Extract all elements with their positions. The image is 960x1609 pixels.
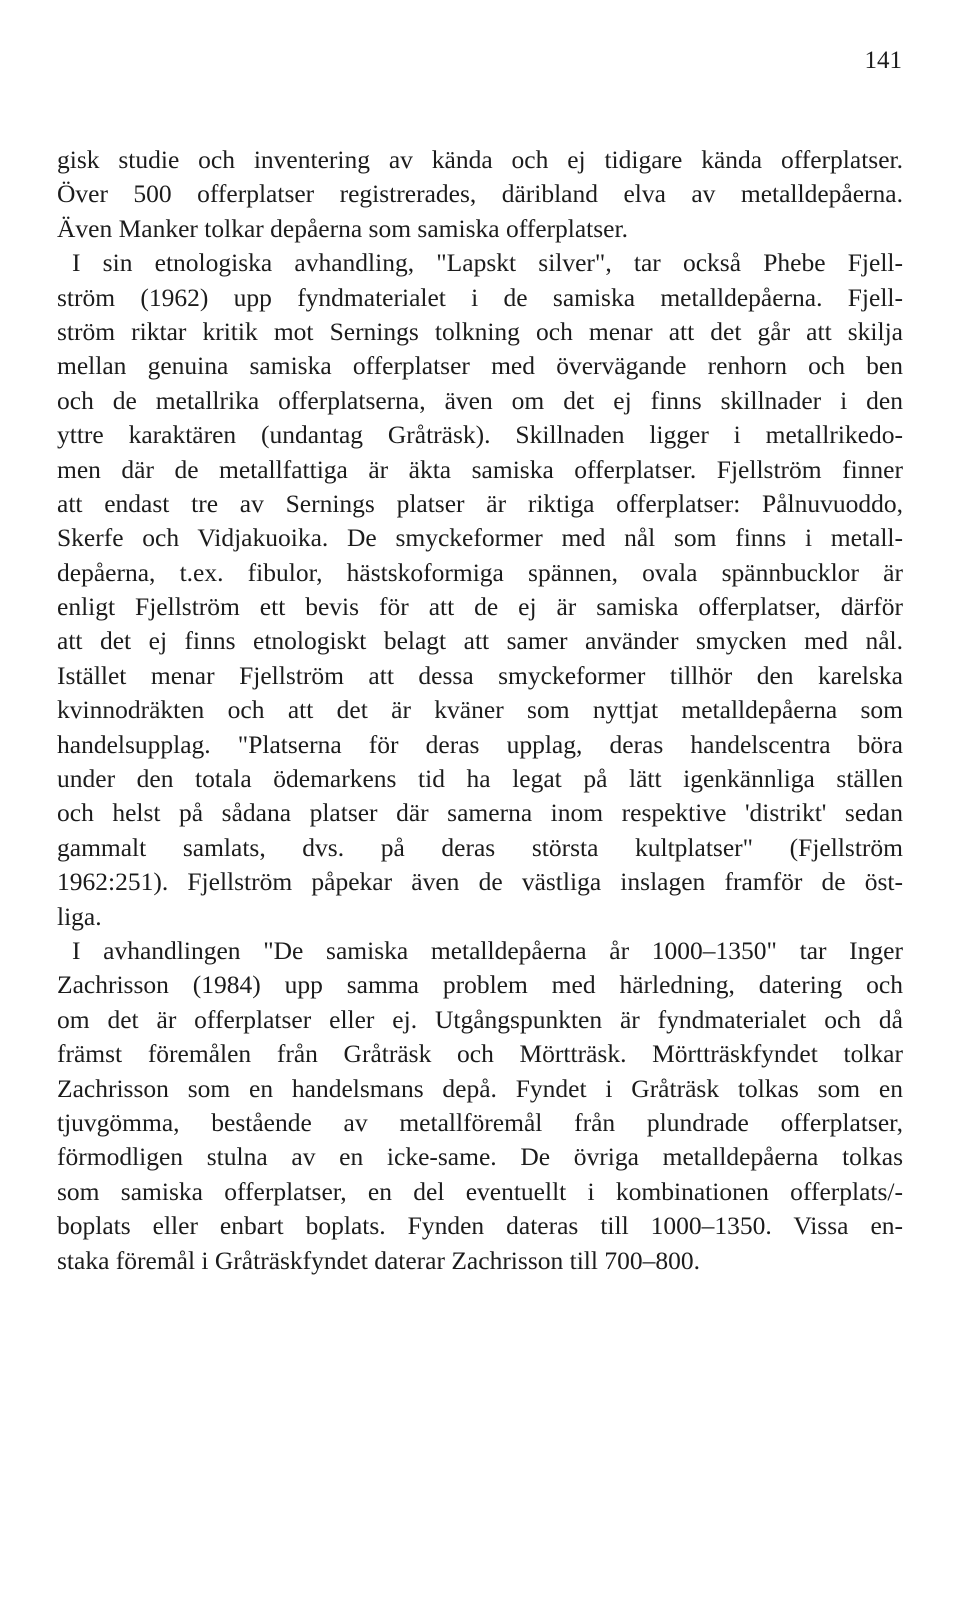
- page-number: 141: [864, 47, 902, 74]
- text-line: och de metallrika offerplatserna, även om det ej finns skillnader i den: [57, 385, 903, 415]
- text-line: Zachrisson (1984) upp samma problem med härledning, datering och: [57, 970, 903, 1000]
- text-line: depåerna, t.ex. fibulor, hästskoformiga spännen, ovala spännbucklor är: [57, 557, 903, 587]
- text-line: Zachrisson som en handelsmans depå. Fyndet i Gråträsk tolkas som en: [57, 1073, 903, 1103]
- text-line: Även Manker tolkar depåerna som samiska offerplatser.: [57, 213, 628, 243]
- text-line: tjuvgömma, bestående av metallföremål från plundrade offerplatser,: [57, 1107, 903, 1137]
- text-line: främst föremålen från Gråträsk och Mörtträsk. Mörtträskfyndet tolkar: [57, 1039, 903, 1069]
- text-line: 1962:251). Fjellström påpekar även de västliga inslagen framför de öst-: [57, 867, 903, 897]
- text-line: att det ej finns etnologiskt belagt att samer använder smycken med nål.: [57, 626, 903, 656]
- text-line: yttre karaktären (undantag Gråträsk). Skillnaden ligger i metallrikedo-: [57, 420, 903, 450]
- text-line: ström riktar kritik mot Sernings tolkning och menar att det går att skilja: [57, 316, 903, 346]
- text-line: gammalt samlats, dvs. på deras största kultplatser" (Fjellström: [57, 832, 903, 862]
- text-line: gisk studie och inventering av kända och ej tidigare kända offerplatser.: [57, 145, 903, 174]
- text-line: under den totala ödemarkens tid ha legat på lätt igenkännliga ställen: [57, 764, 903, 794]
- text-line: förmodligen stulna av en icke-same. De övriga metalldepåerna tolkas: [57, 1142, 903, 1172]
- text-line: men där de metallfattiga är äkta samiska offerplatser. Fjellström finner: [57, 454, 903, 484]
- text-line: som samiska offerplatser, en del eventuellt i kombinationen offerplats/-: [57, 1176, 903, 1206]
- text-line: I sin etnologiska avhandling, "Lapskt silver", tar också Phebe Fjell-: [72, 248, 903, 278]
- text-line: I avhandlingen "De samiska metalldepåerna år 1000–1350" tar Inger: [72, 935, 903, 965]
- body-text: [57, 143, 903, 1278]
- text-line: mellan genuina samiska offerplatser med övervägande renhorn och ben: [57, 351, 903, 381]
- text-line: liga.: [57, 901, 102, 931]
- text-line: och helst på sådana platser där samerna inom respektive 'distrikt' sedan: [57, 798, 903, 828]
- text-line: att endast tre av Sernings platser är riktiga offerplatser: Pålnuvuoddo,: [57, 488, 903, 518]
- text-line: Över 500 offerplatser registrerades, däribland elva av metalldepåerna.: [57, 179, 903, 209]
- text-line: kvinnodräkten och att det är kväner som nyttjat metalldepåerna som: [57, 695, 903, 725]
- text-line: Skerfe och Vidjakuoika. De smyckeformer med nål som finns i metall-: [57, 523, 903, 553]
- text-line: ström (1962) upp fyndmaterialet i de samiska metalldepåerna. Fjell-: [57, 282, 903, 312]
- text-line: handelsupplag. "Platserna för deras upplag, deras handelscentra böra: [57, 729, 903, 759]
- text-line: staka föremål i Gråträskfyndet daterar Zachrisson till 700–800.: [57, 1245, 700, 1275]
- text-line: boplats eller enbart boplats. Fynden dateras till 1000–1350. Vissa en-: [57, 1211, 903, 1241]
- text-line: enligt Fjellström ett bevis för att de ej är samiska offerplatser, därför: [57, 592, 903, 622]
- text-line: om det är offerplatser eller ej. Utgångspunkten är fyndmaterialet och då: [57, 1004, 903, 1034]
- text-line: Istället menar Fjellström att dessa smyckeformer tillhör den karelska: [57, 660, 903, 690]
